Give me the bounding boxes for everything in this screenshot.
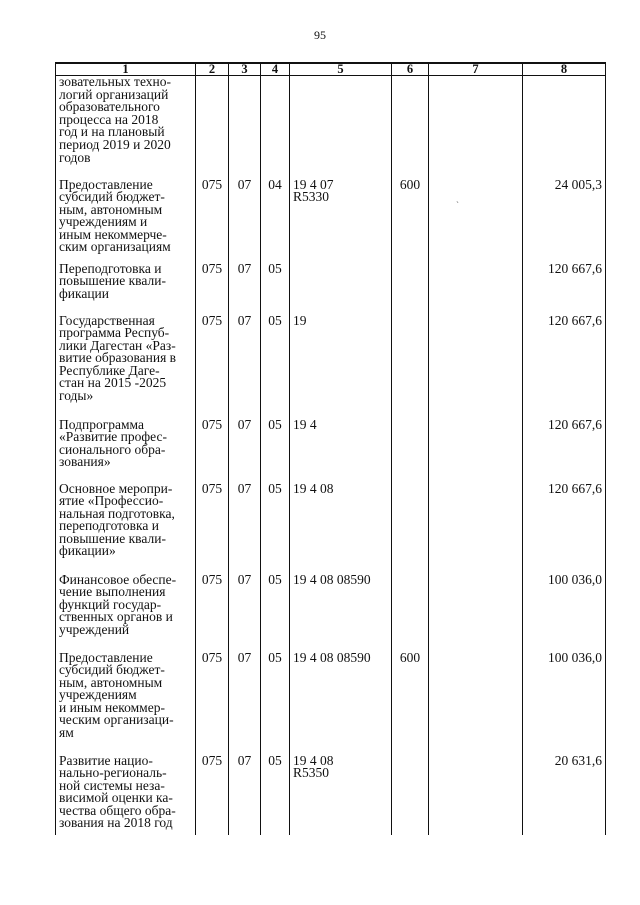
admin-code-cell: 075 — [196, 755, 229, 835]
table-row — [56, 755, 606, 835]
amount-cell — [523, 76, 606, 179]
section-cell: 07 — [229, 574, 261, 652]
table-row — [56, 483, 606, 574]
section-cell — [229, 76, 261, 179]
expense-type-cell — [392, 315, 429, 419]
expense-type-cell — [392, 419, 429, 483]
column-header-4: 4 — [261, 63, 290, 76]
row-name-cell: Государственная программа Респуб- лики Дагестан «Раз- витие образования в Республике Даге- стан на 2015 -2025 годы» — [56, 315, 196, 419]
amount-cell: 100 036,0 — [523, 652, 606, 755]
target-item-cell: 19 4 08 R5350 — [290, 755, 392, 835]
row-name-cell: Предоставление субсидий бюджет- ным, автономным учреждениям и иным некоммерче- ским организациям — [56, 179, 196, 263]
amount-cell: 20 631,6 — [523, 755, 606, 835]
column-7-cell — [429, 755, 523, 835]
column-header-2: 2 — [196, 63, 229, 76]
row-name-cell: Предоставление субсидий бюджет- ным, автономным учреждениям и иным некоммер- ческим организаци- ям — [56, 652, 196, 755]
section-cell: 07 — [229, 263, 261, 315]
target-item-cell: 19 4 08 08590 — [290, 652, 392, 755]
target-item-cell: 19 4 07 R5330 — [290, 179, 392, 263]
budget-table — [55, 62, 606, 835]
column-7-cell — [429, 263, 523, 315]
admin-code-cell — [196, 76, 229, 179]
admin-code-cell: 075 — [196, 179, 229, 263]
expense-type-cell — [392, 574, 429, 652]
section-cell: 07 — [229, 652, 261, 755]
admin-code-cell: 075 — [196, 652, 229, 755]
admin-code-cell: 075 — [196, 419, 229, 483]
admin-code-cell: 075 — [196, 315, 229, 419]
subsection-cell: 05 — [261, 755, 290, 835]
amount-cell: 100 036,0 — [523, 574, 606, 652]
target-item-cell: 19 4 08 — [290, 483, 392, 574]
admin-code-cell: 075 — [196, 263, 229, 315]
row-name-cell: Подпрограмма «Развитие профес- сионального обра- зования» — [56, 419, 196, 483]
column-7-cell — [429, 483, 523, 574]
section-cell: 07 — [229, 315, 261, 419]
table-row — [56, 574, 606, 652]
target-item-cell — [290, 76, 392, 179]
table-row — [56, 652, 606, 755]
stray-mark: ˋ — [456, 200, 459, 210]
column-header-6: 6 — [392, 63, 429, 76]
subsection-cell: 05 — [261, 315, 290, 419]
section-cell: 07 — [229, 755, 261, 835]
row-name-cell: зовательных техно- логий организаций образовательного процесса на 2018 год и на плановый период 2019 и 2020 годов — [56, 76, 196, 179]
table-row — [56, 76, 606, 179]
column-7-cell — [429, 179, 523, 263]
table-row — [56, 179, 606, 263]
row-name-cell: Основное меропри- ятие «Профессио- нальная подготовка, переподготовка и повышение квали- фикации» — [56, 483, 196, 574]
column-7-cell — [429, 76, 523, 179]
amount-cell: 120 667,6 — [523, 315, 606, 419]
column-header-7: 7 — [429, 63, 523, 76]
page-number: 95 — [314, 28, 326, 42]
row-name-cell: Переподготовка и повышение квали- фикации — [56, 263, 196, 315]
column-7-cell — [429, 652, 523, 755]
admin-code-cell: 075 — [196, 483, 229, 574]
column-header-3: 3 — [229, 63, 261, 76]
subsection-cell: 05 — [261, 652, 290, 755]
section-cell: 07 — [229, 483, 261, 574]
amount-cell: 120 667,6 — [523, 419, 606, 483]
expense-type-cell — [392, 483, 429, 574]
subsection-cell: 05 — [261, 419, 290, 483]
column-header-5: 5 — [290, 63, 392, 76]
admin-code-cell: 075 — [196, 574, 229, 652]
column-header-1: 1 — [56, 63, 196, 76]
subsection-cell: 05 — [261, 483, 290, 574]
target-item-cell: 19 4 08 08590 — [290, 574, 392, 652]
column-7-cell — [429, 315, 523, 419]
target-item-cell: 19 4 — [290, 419, 392, 483]
subsection-cell — [261, 76, 290, 179]
section-cell: 07 — [229, 419, 261, 483]
subsection-cell: 05 — [261, 574, 290, 652]
amount-cell: 24 005,3 — [523, 179, 606, 263]
expense-type-cell: 600 — [392, 179, 429, 263]
amount-cell: 120 667,6 — [523, 263, 606, 315]
table-row — [56, 263, 606, 315]
table-row — [56, 419, 606, 483]
row-name-cell: Развитие нацио- нально-региональ- ной системы неза- висимой оценки ка- чества общего обра- зования на 2018 год — [56, 755, 196, 835]
expense-type-cell — [392, 263, 429, 315]
column-header-8: 8 — [523, 63, 606, 76]
subsection-cell: 05 — [261, 263, 290, 315]
column-7-cell — [429, 419, 523, 483]
section-cell: 07 — [229, 179, 261, 263]
target-item-cell: 19 — [290, 315, 392, 419]
column-7-cell — [429, 574, 523, 652]
table-row — [56, 315, 606, 419]
expense-type-cell — [392, 755, 429, 835]
amount-cell: 120 667,6 — [523, 483, 606, 574]
target-item-cell — [290, 263, 392, 315]
expense-type-cell — [392, 76, 429, 179]
expense-type-cell: 600 — [392, 652, 429, 755]
subsection-cell: 04 — [261, 179, 290, 263]
row-name-cell: Финансовое обеспе- чение выполнения функций государ- ственных органов и учреждений — [56, 574, 196, 652]
